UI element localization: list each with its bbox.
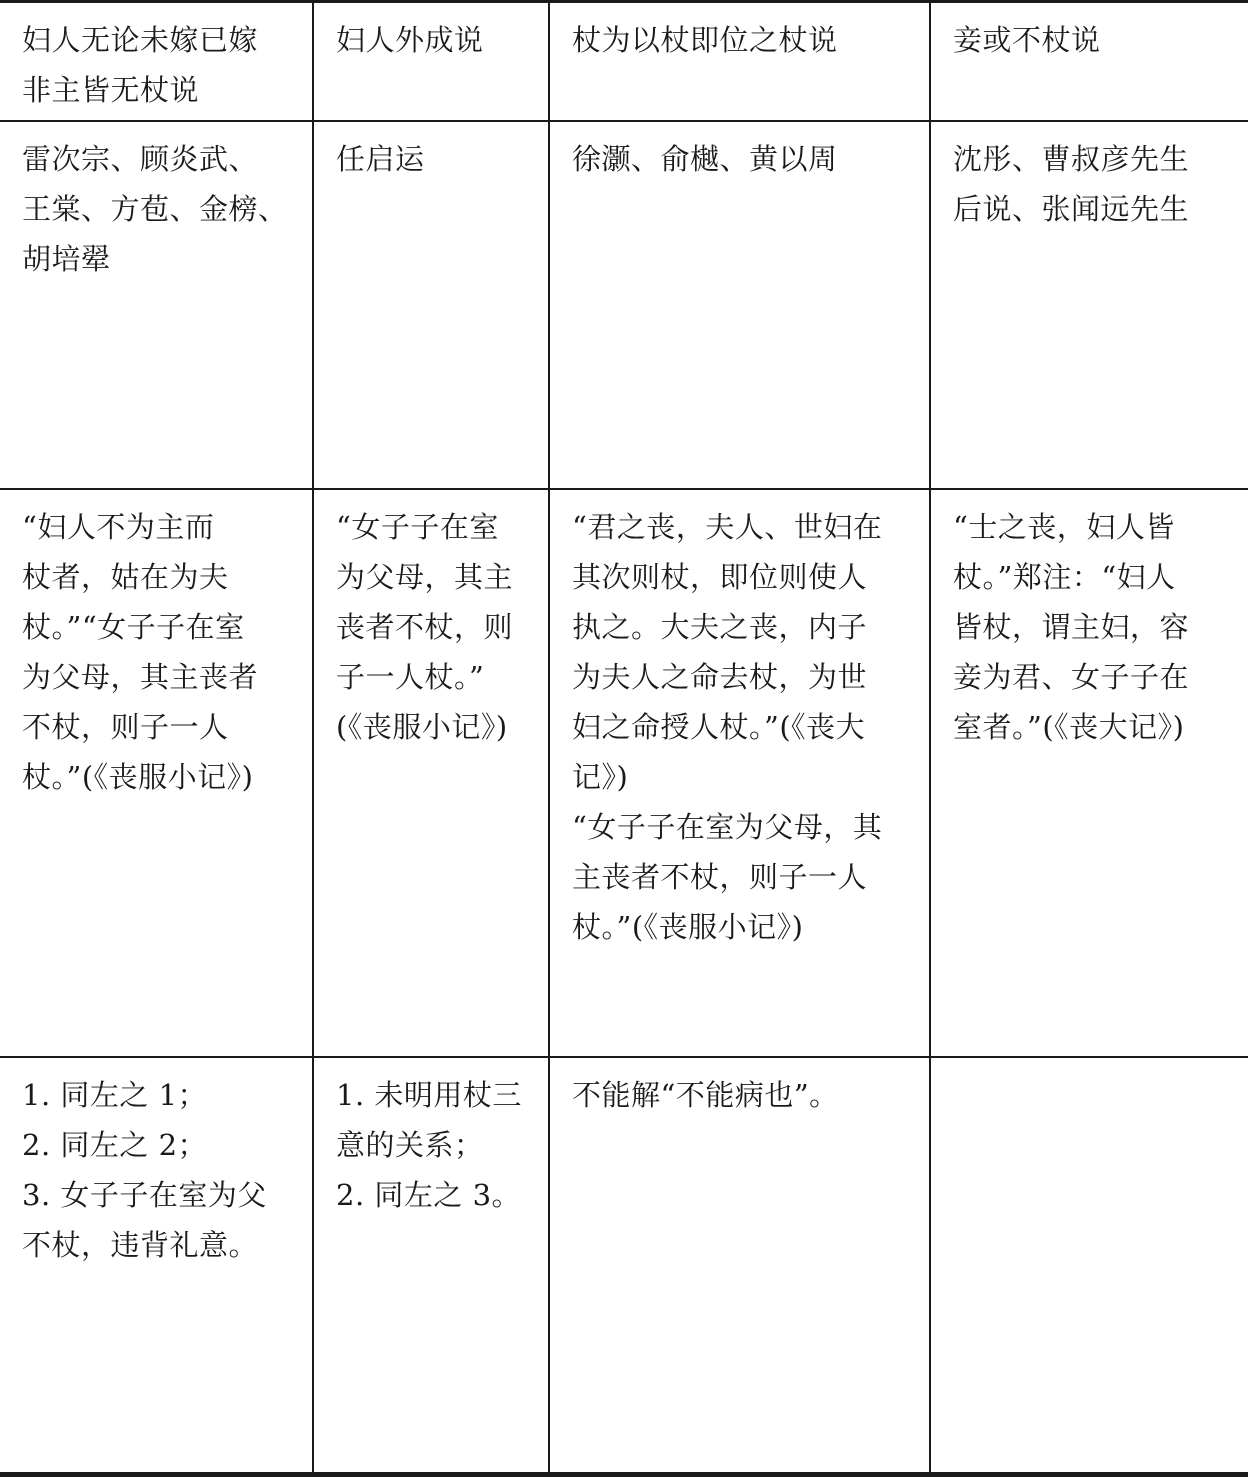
quotes-row <box>0 489 1248 1057</box>
scholars-cell: 徐灏、俞樾、黄以周 <box>549 121 930 489</box>
quote-cell: “妇人不为主而 杖者，姑在为夫 杖。”“女子子在室 为父母，其主丧者 不杖，则子一人 杖。”(《丧服小记》) <box>0 489 313 1057</box>
note-cell: 1. 未明用杖三 意的关系； 2. 同左之 3。 <box>313 1057 549 1475</box>
quote-cell: “君之丧，夫人、世妇在 其次则杖，即位则使人 执之。大夫之丧，内子 为夫人之命去杖，为世 妇之命授人杖。”(《丧大 记》) “女子子在室为父母，其 主丧者不杖，则子一人 杖。”(《丧服小记》) <box>549 489 930 1057</box>
scholars-cell: 任启运 <box>313 121 549 489</box>
header-cell-concubine: 妾或不杖说 <box>930 2 1248 122</box>
header-cell-married-out: 妇人外成说 <box>313 2 549 122</box>
notes-row <box>0 1057 1248 1475</box>
scholars-cell: 雷次宗、顾炎武、 王棠、方苞、金榜、 胡培翚 <box>0 121 313 489</box>
header-cell-staff-position: 杖为以杖即位之杖说 <box>549 2 930 122</box>
note-cell: 1. 同左之 1； 2. 同左之 2； 3. 女子子在室为父 不杖，违背礼意。 <box>0 1057 313 1475</box>
scholars-row <box>0 121 1248 489</box>
quote-cell: “士之丧，妇人皆 杖。”郑注：“妇人 皆杖，谓主妇，容 妾为君、女子子在 室者。”(《丧大记》) <box>930 489 1248 1057</box>
quote-cell: “女子子在室 为父母，其主 丧者不杖，则 子一人杖。” (《丧服小记》) <box>313 489 549 1057</box>
header-cell-no-staff: 妇人无论未嫁已嫁 非主皆无杖说 <box>0 2 313 122</box>
header-row <box>0 2 1248 122</box>
note-cell: 不能解“不能病也”。 <box>549 1057 930 1475</box>
note-cell-empty <box>930 1057 1248 1475</box>
scholars-cell: 沈彤、曹叔彦先生 后说、张闻远先生 <box>930 121 1248 489</box>
